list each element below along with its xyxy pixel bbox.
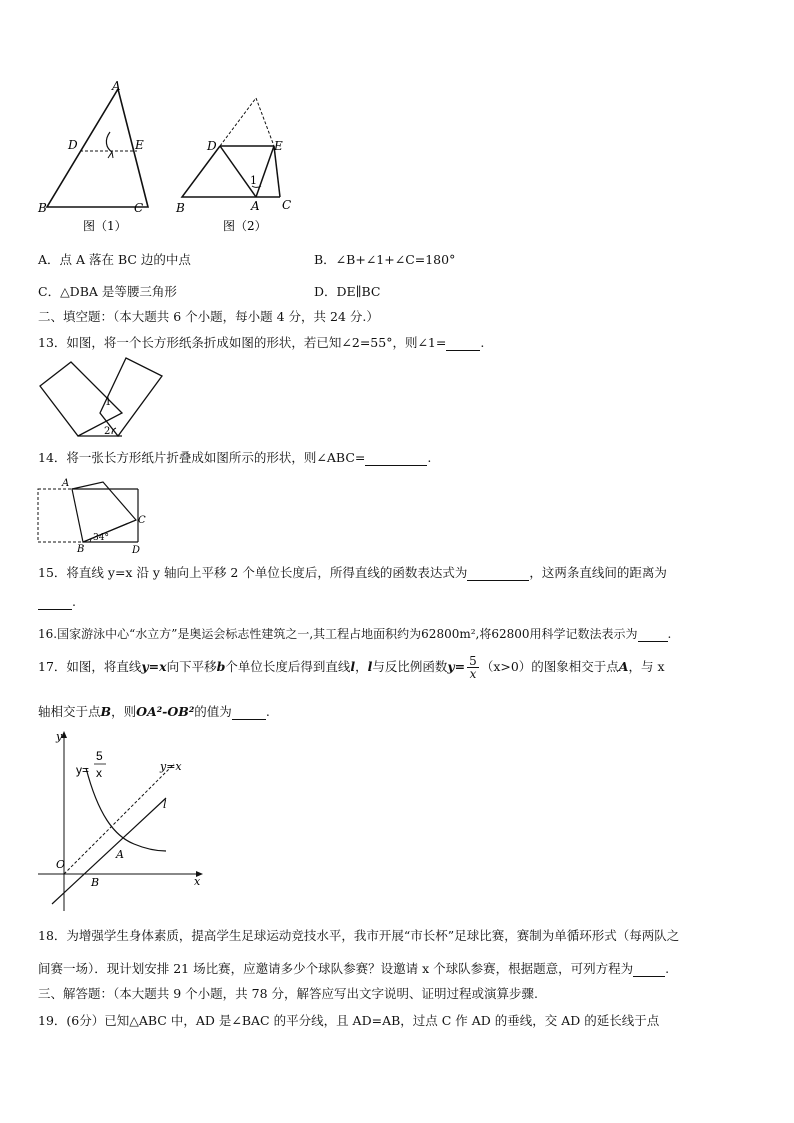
graph-yeqx-label: y=x [160,760,182,773]
q17-num: 5 [469,654,477,668]
label2-B: B [176,201,185,215]
option-d: D．DE∥BC [314,284,381,299]
q17-den: x [469,667,477,681]
q17-y: y= [447,659,466,674]
question-18-line2 [38,959,669,977]
q18-end: . [665,961,670,976]
q14-label-D: D [132,545,141,556]
q14-end: . [427,450,432,465]
q17-graph [34,728,214,918]
question-18-line1: 18．为增强学生身体素质，提高学生足球运动竞技水平，我市开展“市长杯”足球比赛，赛制为单循环形式（每两队之 [38,928,680,943]
graph-B-label: B [91,876,100,889]
question-14 [38,448,431,466]
option-b: B．∠B+∠1+∠C=180° [314,252,456,267]
q16-text: 16.国家游泳中心“水立方”是奥运会标志性建筑之一,其工程占地面积约为62800m²,将62800用科学记数法表示为 [38,627,638,641]
graph-x-label: x [194,875,201,888]
q17-b: b [216,659,226,674]
q17-l: l [350,659,356,674]
graph-curve-num: 5 [96,749,103,763]
coordinate-plane [34,728,214,918]
q15-blank-2 [38,594,72,610]
q12-figure [30,80,300,240]
fold-triangle-diagram [30,80,300,240]
q14-text: 14．将一张长方形纸片折叠成如图所示的形状，则∠ABC= [38,450,366,465]
label-B: B [38,201,47,215]
q14-answer-blank [365,450,427,466]
q14-label-A: A [62,478,70,489]
q13-answer-blank [446,335,480,351]
q15-text: 15．将直线 y=x 沿 y 轴向上平移 2 个单位长度后，所得直线的函数表达式为 [38,565,468,580]
caption-2: 图（2） [223,219,267,233]
q17-p4: ， [355,659,368,674]
label-A: A [112,80,121,93]
graph-y-label: y [56,730,63,743]
q14-angle-34: 34° [93,533,109,543]
label2-A: A [251,199,260,213]
angle-2-label: 2 [104,426,111,437]
q17-blank [232,704,266,720]
q15-text-b: ，这两条直线间的距离为 [529,565,667,580]
q18-line2-text: 间赛一场）．现计划安排 21 场比赛，应邀请多少个球队参赛？设邀请 x 个球队参赛，根据题意，可列方程为 [38,961,634,976]
question-17-line1 [38,652,665,682]
q14-label-B: B [77,544,85,555]
label2-D: D [207,139,217,153]
graph-curve-den: x [96,766,102,780]
q17-p3: 个单位长度后得到直线 [225,659,351,674]
graph-l-label: l [163,798,167,811]
q15-blank-1 [467,565,529,581]
q17-p2: 向下平移 [166,659,217,674]
question-15 [38,563,667,581]
q17-expr: OA²-OB² [136,704,195,719]
section-3-heading: 三、解答题：（本大题共 9 个小题，共 78 分，解答应写出文字说明、证明过程或演算步骤. [38,986,538,1001]
angle-1-label: 1 [250,174,257,187]
q17-line2a: 轴相交于点 [38,704,101,719]
q17-line2b: ，则 [111,704,137,719]
q14-figure [34,476,154,556]
q15-end: . [72,594,76,609]
angle-1-label: 1 [105,397,112,408]
label2-C: C [282,198,292,212]
q17-B: B [100,704,112,719]
folded-strip-diagram [36,356,168,440]
caption-1: 图（1） [83,219,127,233]
question-13 [38,333,484,351]
q16-blank [638,627,668,642]
q17-p5: 与反比例函数 [372,659,448,674]
folded-rectangle-diagram [34,476,154,556]
q17-line2c: 的值为 [194,704,232,719]
q17-end: . [265,704,270,719]
q18-blank [633,961,665,977]
graph-curve-y-label: y= [76,763,90,777]
q17-A: A [618,659,629,674]
q17-p1: 17．如图，将直线 [38,659,142,674]
option-c: C．△DBA 是等腰三角形 [38,284,177,299]
question-16 [38,625,671,642]
question-17-line2 [38,702,270,720]
q17-eq1: y=x [141,659,167,674]
q13-end: . [480,335,485,350]
q16-end: . [667,627,672,641]
q17-l2: l [367,659,373,674]
graph-origin-label: O [56,858,66,871]
q13-text: 13．如图，将一个长方形纸条折成如图的形状，若已知∠2=55°，则∠1= [38,335,447,350]
label-C: C [134,201,144,215]
q13-figure [36,356,168,440]
option-a: A．点 A 落在 BC 边的中点 [38,252,191,267]
q17-p6: （x>0）的图象相交于点 [480,659,619,674]
q17-p7: ，与 x [628,659,665,674]
question-15-cont [38,594,76,610]
q17-fraction [467,655,479,680]
graph-A-label: A [116,848,124,861]
label-D: D [68,138,78,152]
section-2-heading: 二、填空题：（本大题共 6 个小题，每小题 4 分，共 24 分.） [38,309,379,324]
q14-label-C: C [138,515,146,526]
question-19: 19．(6分）已知△ABC 中，AD 是∠BAC 的平分线，且 AD=AB，过点 C 作 AD 的垂线，交 AD 的延长线于点 [38,1013,660,1028]
label2-E: E [274,139,283,153]
label-E: E [135,138,144,152]
